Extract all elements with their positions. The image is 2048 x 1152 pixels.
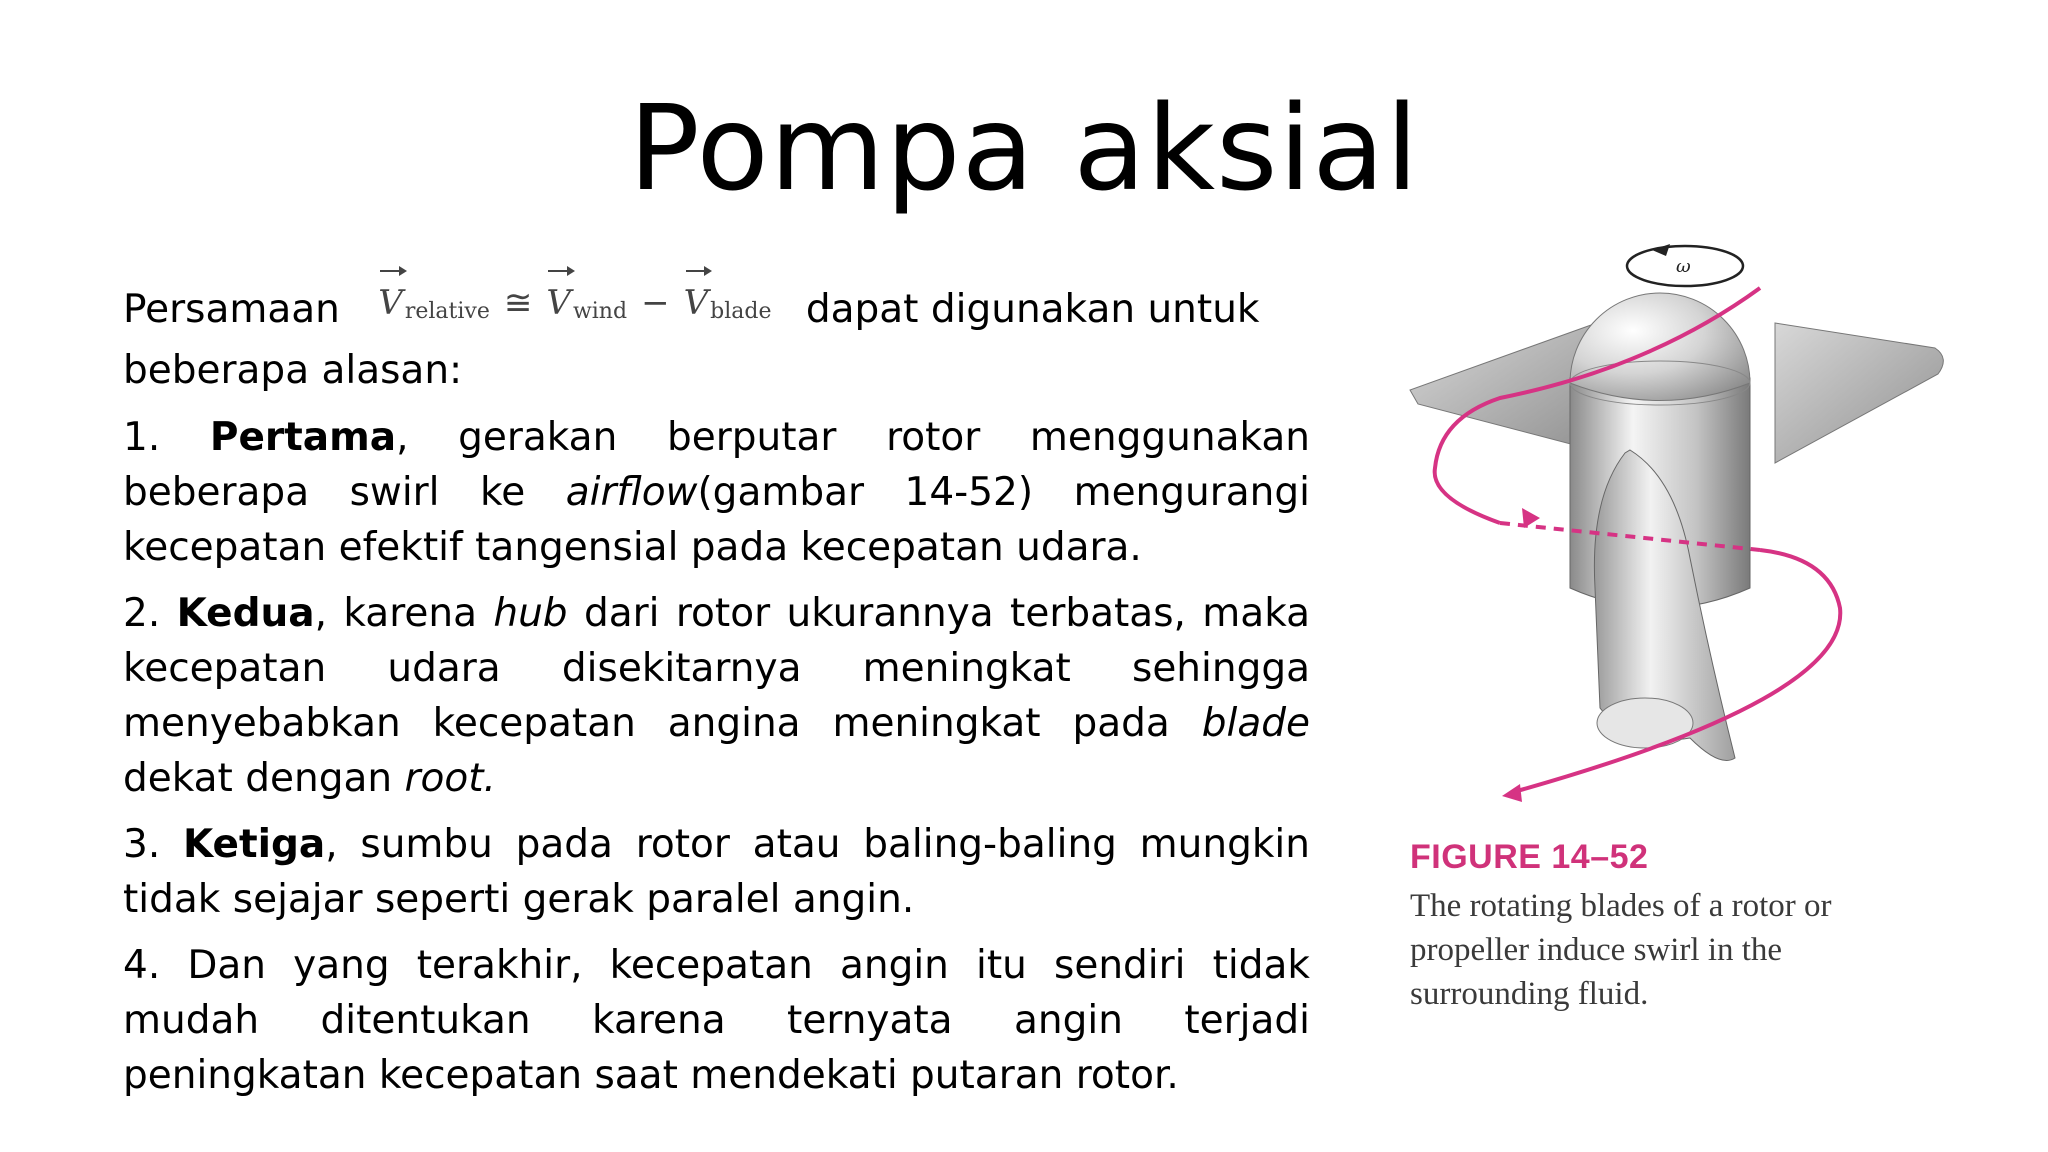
point-1-text-b: (gambar 14-52) mengurangi kecepatan efektif tangensial pada kecepatan udara. bbox=[123, 470, 1310, 570]
point-2-text-a: , karena bbox=[314, 591, 494, 636]
point-2-text-c: dekat dengan bbox=[123, 756, 405, 801]
intro-before: Persamaan bbox=[123, 287, 340, 332]
right-blade bbox=[1775, 323, 1943, 463]
point-3-text: , sumbu pada rotor atau baling-baling mungkin tidak sejajar seperti gerak paralel angin. bbox=[123, 822, 1310, 922]
point-2-italic-root: root. bbox=[404, 756, 496, 801]
point-2-bold: Kedua bbox=[176, 591, 315, 636]
intro-after: dapat digunakan untuk beberapa alasan: bbox=[123, 287, 1260, 393]
point-3 bbox=[123, 817, 1310, 927]
slide-title: Pompa aksial bbox=[628, 79, 1420, 217]
point-4 bbox=[123, 938, 1310, 1103]
v-wind-symbol: V bbox=[546, 276, 571, 331]
point-3-number: 3. bbox=[123, 822, 161, 867]
v-blade-subscript: blade bbox=[710, 299, 772, 324]
point-2 bbox=[123, 586, 1310, 806]
point-2-text-b: dari rotor ukurannya terbatas, maka kecepatan udara disekitarnya meningkat sehingga menyebabkan kecepatan angina meningkat pada bbox=[123, 591, 1310, 746]
slide-body bbox=[123, 280, 1310, 1114]
figure-label: FIGURE 14–52 bbox=[1410, 838, 1649, 876]
point-1-italic: airflow bbox=[565, 470, 698, 515]
figure-caption: The rotating blades of a rotor or propeller induce swirl in the surrounding fluid. bbox=[1410, 888, 1832, 1012]
point-1 bbox=[123, 410, 1310, 575]
point-1-number: 1. bbox=[123, 415, 161, 460]
intro-paragraph bbox=[123, 280, 1310, 398]
point-2-italic-hub: hub bbox=[493, 591, 568, 636]
omega-label: ω bbox=[1676, 256, 1691, 277]
point-4-number: 4. bbox=[123, 943, 161, 988]
point-4-text: Dan yang terakhir, kecepatan angin itu sendiri tidak mudah ditentukan karena ternyata angin terjadi peningkatan kecepatan saat mendekati putaran rotor. bbox=[123, 943, 1310, 1098]
point-1-text-a: , gerakan berputar rotor menggunakan beberapa swirl ke bbox=[123, 415, 1310, 515]
minus-symbol: − bbox=[641, 283, 670, 323]
v-relative-symbol: V bbox=[378, 276, 403, 331]
v-relative-subscript: relative bbox=[404, 299, 490, 324]
v-wind-subscript: wind bbox=[572, 299, 628, 324]
v-blade-symbol: V bbox=[684, 276, 709, 331]
velocity-equation bbox=[378, 276, 771, 339]
approx-symbol: ≅ bbox=[503, 283, 533, 323]
point-3-bold: Ketiga bbox=[182, 822, 326, 867]
point-2-italic-blade: blade bbox=[1201, 701, 1310, 746]
point-1-bold: Pertama bbox=[209, 415, 397, 460]
point-2-number: 2. bbox=[123, 591, 161, 636]
